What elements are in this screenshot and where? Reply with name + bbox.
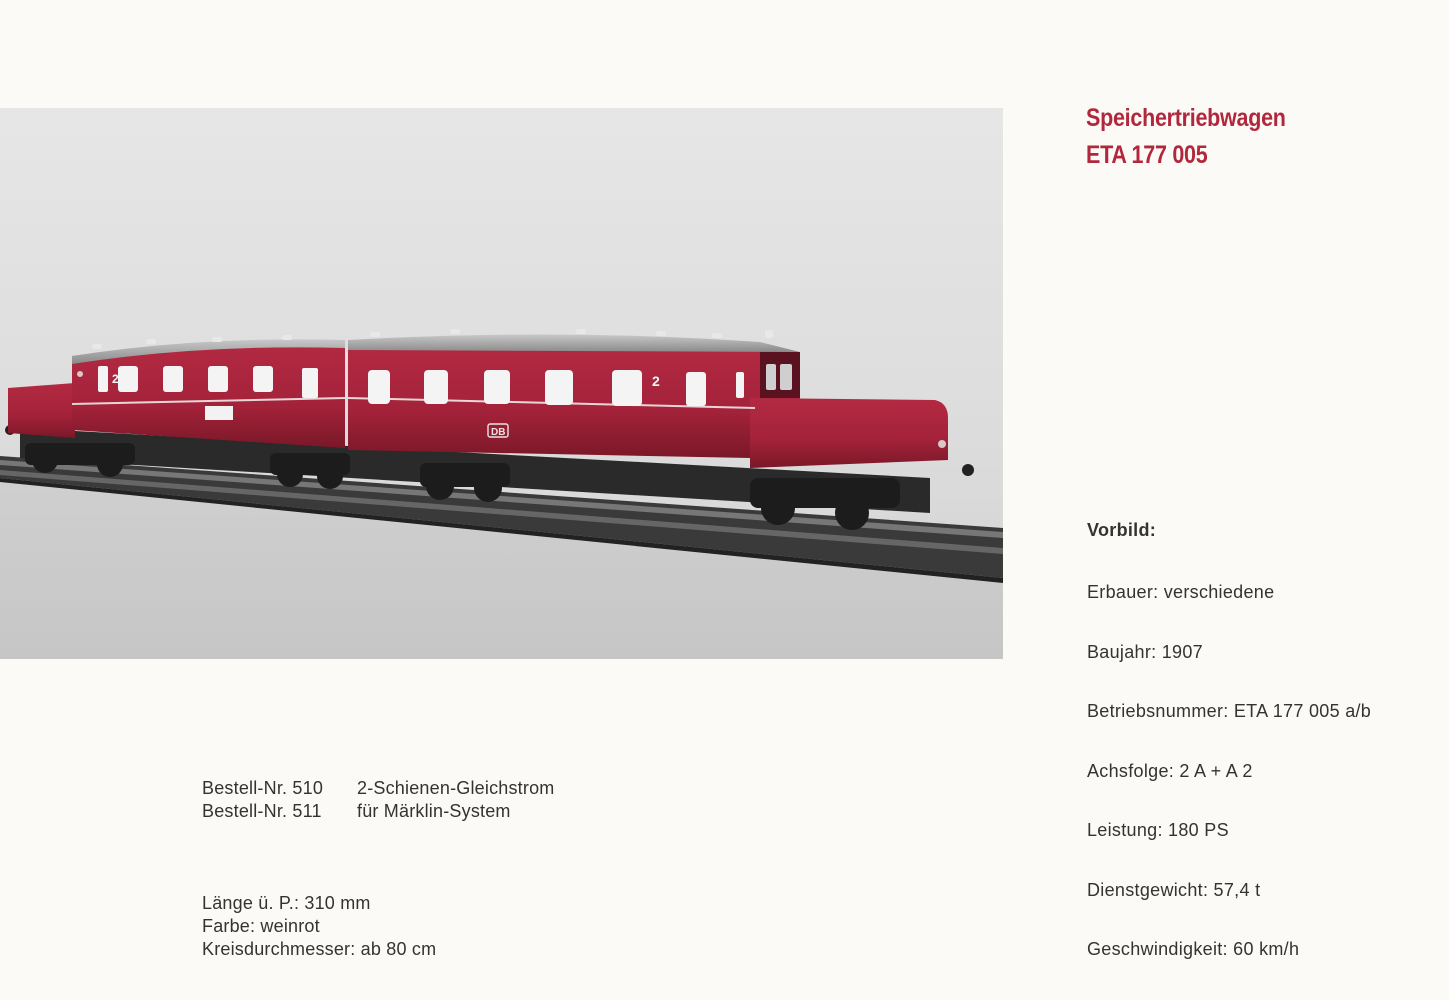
hood-left [8,383,75,438]
order-number: Bestell-Nr. 511 [202,801,322,821]
windows-right [368,370,744,406]
model-specs [202,892,436,961]
headlight-left [77,371,83,377]
car-class-left: 2 [112,372,119,386]
order-row [202,777,554,800]
fact-power: Leistung: 180 PS [1087,820,1229,840]
db-logo: DB [491,427,506,438]
fact-year: Baujahr: 1907 [1087,642,1203,662]
product-photo [0,108,1003,659]
product-heading-line1: Speichertriebwagen [1086,104,1286,132]
fact-speed: Geschwindigkeit: 60 km/h [1087,939,1300,959]
spec-radius: Kreisdurchmesser: ab 80 cm [202,939,437,959]
order-number: Bestell-Nr. 510 [202,778,324,798]
fact-axles: Achsfolge: 2 A + A 2 [1087,761,1253,781]
roof-right [348,334,800,352]
fact-weight: Dienstgewicht: 57,4 t [1087,880,1261,900]
order-description: 2-Schienen-Gleichstrom [357,778,555,798]
spec-length: Länge ü. P.: 310 mm [202,893,371,913]
headlight [938,440,946,448]
product-heading [1086,100,1286,174]
car-class-right: 2 [652,373,660,389]
destination-placard [205,406,233,420]
railcar-illustration [0,108,1003,659]
order-numbers [202,777,554,823]
fact-builder: Erbauer: verschiedene [1087,582,1275,602]
order-description: für Märklin-System [357,801,511,821]
fact-number: Betriebsnummer: ETA 177 005 a/b [1087,701,1372,721]
buffer-right [962,464,974,476]
prototype-label: Vorbild: [1087,520,1157,540]
spec-color: Farbe: weinrot [202,916,320,936]
hood-right [750,398,948,468]
order-row [202,800,554,823]
product-heading-line2: ETA 177 005 [1086,141,1208,169]
